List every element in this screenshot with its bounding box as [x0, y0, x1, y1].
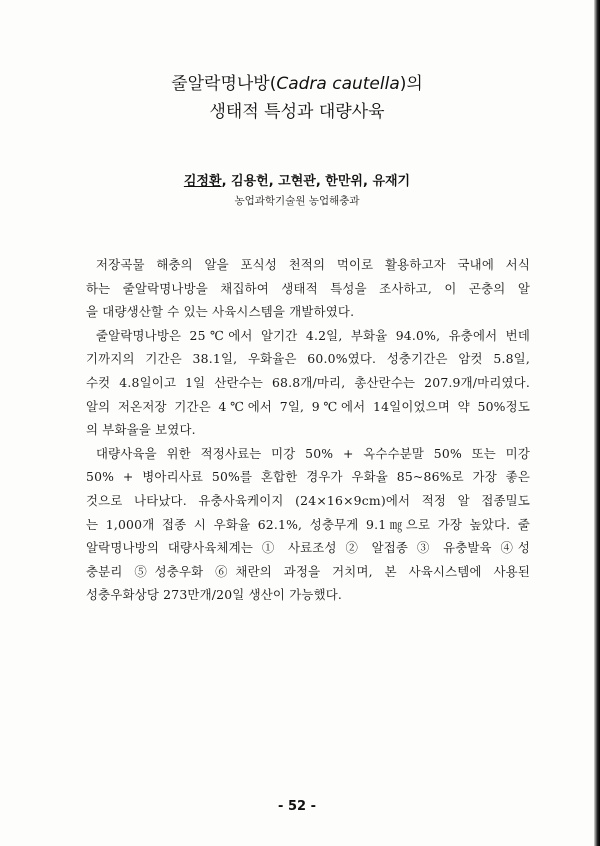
title-prefix: 줄알락명나방(	[171, 74, 277, 94]
abstract-line: 는 1,000개 접종 시 우화율 62.1%, 성충무게 9.1㎎으로 가장 높았다. 줄	[86, 516, 530, 532]
affiliation: 농업과학기술원 농업해충과	[234, 195, 360, 207]
abstract-line: 수컷 4.8일이고 1일 산란수는 68.8개/마리, 총산란수는 207.9개/마리였다.	[86, 374, 530, 390]
abstract-body	[86, 253, 530, 607]
abstract-line: 충분리 ⑤성충우화 ⑥채란의 과정을 거치며, 본 사육시스템에 사용된	[86, 563, 530, 579]
abstract-line: 대량사육을 위한 적정사료는 미강 50% + 옥수수분말 50% 또는 미강	[96, 445, 530, 461]
page-number: - 52 -	[278, 799, 316, 814]
abstract-line: 것으로 나타났다. 유충사육케이지 (24×16×9cm)에서 적정 알 접종밀도	[86, 492, 530, 508]
abstract-line: 알의 저온저장 기간은 4℃에서 7일, 9℃에서 14일이었으며 약 50%정도	[86, 398, 530, 414]
first-author: 김정환	[183, 174, 222, 189]
co-authors: , 김용헌, 고현관, 한만위, 유재기	[221, 174, 411, 189]
abstract-line: 기까지의 기간은 38.1일, 우화율은 60.0%였다. 성충기간은 암컷 5.8일,	[86, 351, 530, 367]
abstract-line: 알락명나방의 대량사육체계는 ① 사료조성 ② 알접종 ③ 유충발육 ④성	[86, 540, 530, 556]
abstract-line: 하는 줄알락명나방을 채집하여 생태적 특성을 조사하고, 이 곤충의 알	[86, 280, 530, 296]
abstract-line: 저장곡물 해충의 알을 포식성 천적의 먹이로 활용하고자 국내에 서식	[96, 257, 530, 272]
paper-subtitle: 생태적 특성과 대량사육	[209, 102, 385, 122]
abstract-line: 의 부화율을 보였다.	[86, 422, 196, 438]
abstract-line: 줄알락명나방은 25℃에서 알기간 4.2일, 부화율 94.0%, 유충에서 번데	[96, 327, 530, 343]
scan-edge	[594, 0, 600, 846]
title-suffix: )의	[399, 74, 423, 94]
author-list	[0, 170, 594, 189]
abstract-line: 50% + 병아리사료 50%를 혼합한 경우가 우화율 85~86%로 가장 좋은	[86, 469, 530, 485]
abstract-line: 을 대량생산할 수 있는 사육시스템을 개발하였다.	[86, 304, 355, 320]
species-name: Cadra cautella	[276, 74, 400, 94]
paper-title	[0, 69, 594, 94]
abstract-line: 성충우화상당 273만개/20일 생산이 가능했다.	[86, 587, 343, 603]
